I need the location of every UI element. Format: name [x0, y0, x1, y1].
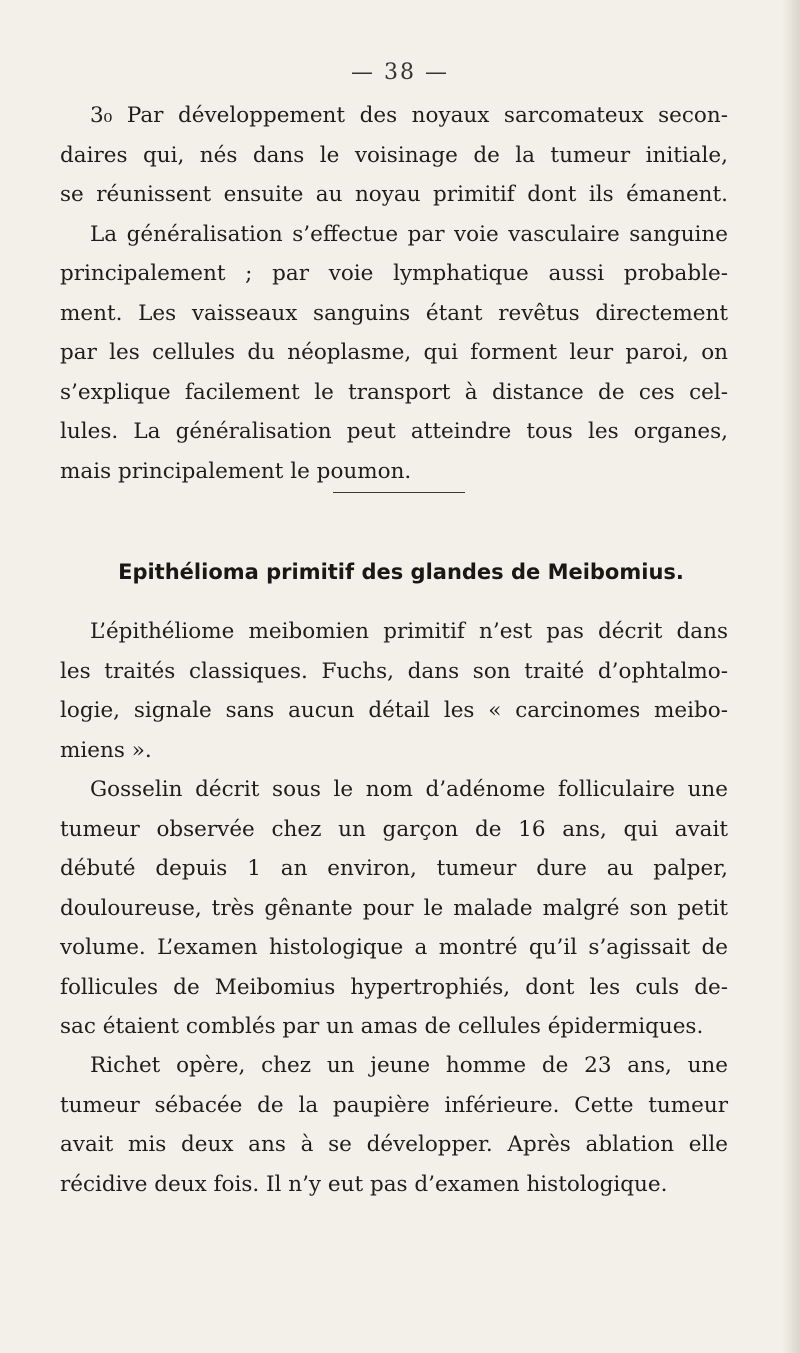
text-line: principalement ; par voie lymphatique aussi probable- — [60, 261, 728, 286]
text-line: Gosselin décrit sous le nom d’adénome folliculaire une — [90, 777, 728, 802]
text-line: avait mis deux ans à se développer. Après ablation elle — [60, 1132, 728, 1157]
text-line: miens ». — [60, 737, 152, 763]
text-line: logie, signale sans aucun détail les « carcinomes meibo- — [60, 698, 728, 723]
text-line: sac étaient comblés par un amas de cellules épidermiques. — [60, 1014, 704, 1039]
text-line: L’épithéliome meibomien primitif n’est pas décrit dans — [90, 619, 728, 644]
text-line: tumeur observée chez un garçon de 16 ans, qui avait — [60, 816, 728, 842]
text-line: La généralisation s’effectue par voie vasculaire sanguine — [90, 221, 728, 247]
paragraph-3 — [60, 1046, 728, 1204]
page-number: — 38 — — [351, 60, 449, 85]
text-line: se réunissent ensuite au noyau primitif dont ils émanent. — [60, 182, 728, 207]
text-line: Richet opère, chez un jeune homme de 23 ans, une — [90, 1053, 728, 1078]
page-edge-shadow — [782, 0, 800, 1353]
text-line: par les cellules du néoplasme, qui forment leur paroi, on — [60, 340, 728, 365]
text-line: s’explique facilement le transport à distance de ces cel- — [60, 379, 728, 405]
text-line: ment. Les vaisseaux sanguins étant revêtus directement — [60, 300, 728, 326]
text-line: lules. La généralisation peut atteindre tous les organes, — [60, 419, 728, 444]
text-line: mais principalement le poumon. — [60, 458, 412, 484]
paragraph-1 — [60, 612, 728, 770]
text-line: débuté depuis 1 an environ, tumeur dure au palper, — [60, 856, 728, 881]
text-line: récidive deux fois. Il n’y eut pas d’examen histologique. — [60, 1171, 668, 1197]
text-line: 3₀ Par développement des noyaux sarcomateux secon- — [90, 103, 728, 128]
section-divider — [333, 492, 465, 493]
text-line: follicules de Meibomius hypertrophiés, dont les culs de- — [60, 974, 728, 1000]
text-line: daires qui, nés dans le voisinage de la tumeur initiale, — [60, 142, 728, 168]
paragraph-2 — [60, 770, 728, 1047]
text-line: tumeur sébacée de la paupière inférieure. Cette tumeur — [60, 1092, 728, 1118]
intro-paragraph — [60, 96, 728, 491]
text-line: les traités classiques. Fuchs, dans son traité d’ophtalmo- — [60, 658, 728, 684]
section-heading: Epithélioma primitif des glandes de Meibomius. — [118, 560, 684, 584]
text-line: douloureuse, très gênante pour le malade malgré son petit — [60, 895, 728, 921]
text-line: volume. L’examen histologique a montré qu’il s’agissait de — [60, 935, 728, 960]
